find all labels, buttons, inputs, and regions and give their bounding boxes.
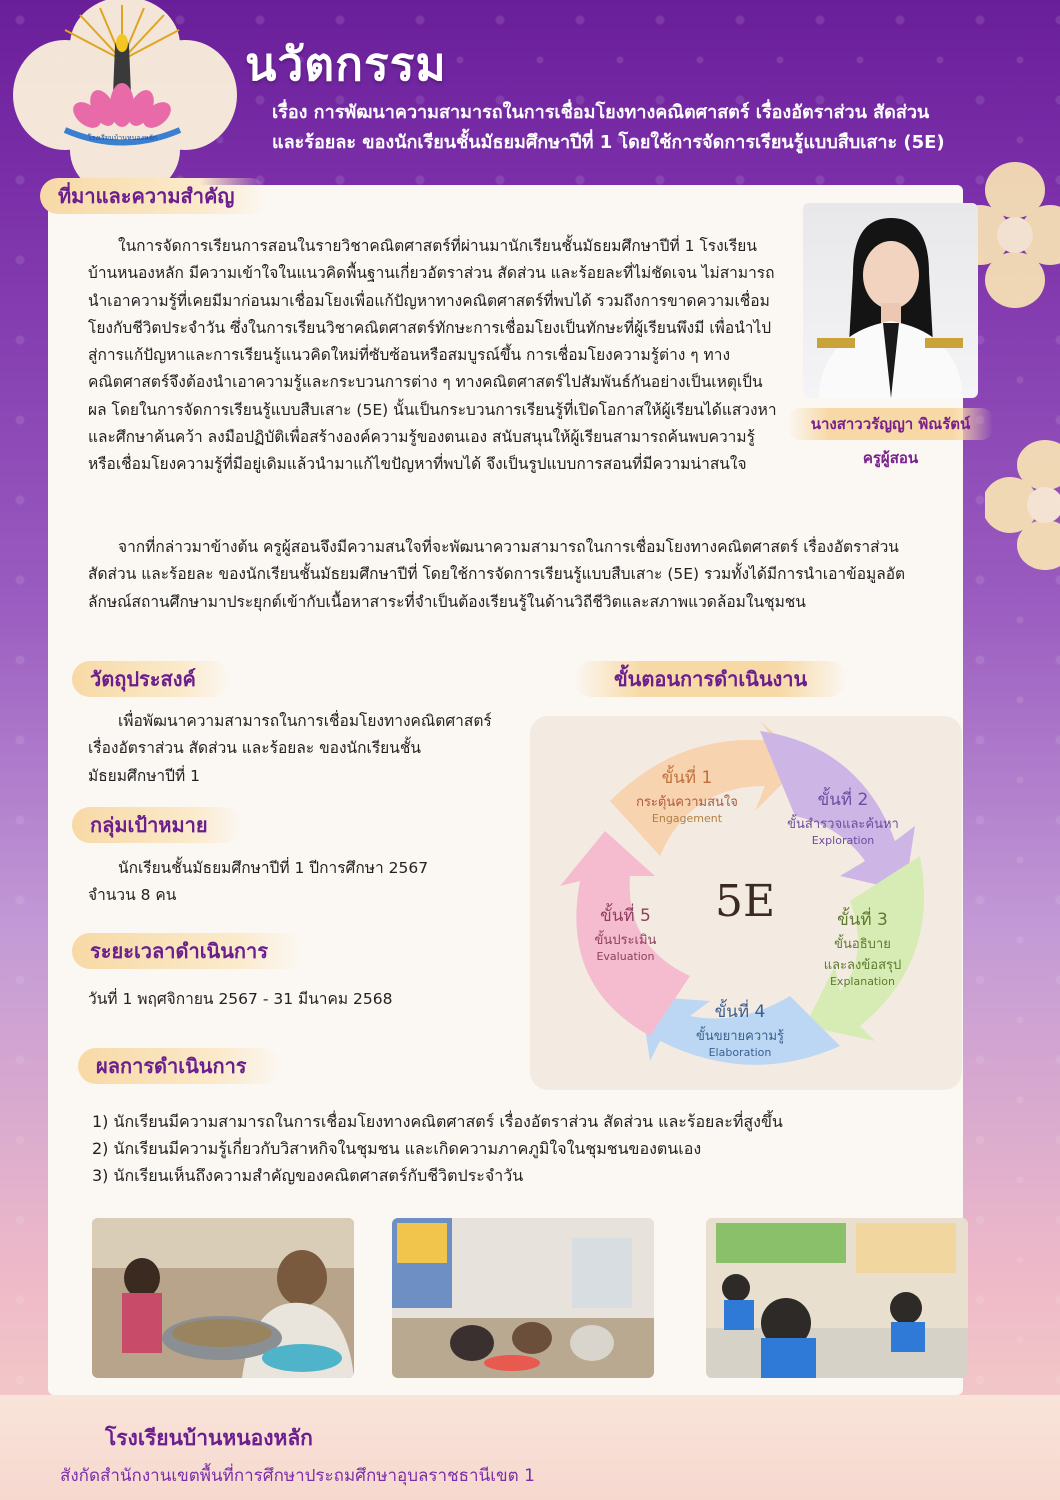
- step-2-title: ขั้นสำรวจและค้นหา: [787, 817, 899, 832]
- step-5-title: ขั้นประเมิน: [594, 933, 657, 948]
- logo-caption: โรงเรียนบ้านหนองหลัก: [87, 134, 158, 142]
- activity-photo-3: [706, 1218, 968, 1378]
- subtitle-line-1: เรื่อง การพัฒนาความสามารถในการเชื่อมโยงทางคณิตศาสตร์ เรื่องอัตราส่วน สัดส่วน: [272, 102, 930, 123]
- cycle-center-label: 5E: [715, 876, 776, 927]
- duration-text: วันที่ 1 พฤศจิกายน 2567 - 31 มีนาคม 2568: [88, 990, 393, 1008]
- background-paragraph-2: จากที่กล่าวมาข้างต้น ครูผู้สอนจึงมีความสนใจที่จะพัฒนาความสามารถในการเชื่อมโยงทางคณิตศาสตร์ เรื่องอัตราส่วน สัดส่วน และร้อยละ ของนักเรียนชั้นมัธยมศึกษาปีที่ โดยใช้การจัดการเรียนรู้แบบสืบเสาะ (5E) รวมทั้งได้มีการนำเอาข้อมูลอัตลักษณ์สถานศึกษามาประยุกต์เข้ากับเนื้อหาสาระที่จำเป็นต้องเรียนรู้ในด้านวิถีชีวิตและสภาพแวดล้อมในชุมชน: [88, 538, 906, 611]
- background-paragraph-1: ในการจัดการเรียนการสอนในรายวิชาคณิตศาสตร์ที่ผ่านมานักเรียนชั้นมัธยมศึกษาปีที่ 1 โรงเรียนบ้านหนองหลัก มีความเข้าใจในแนวคิดพื้นฐานเกี่ยวอัตราส่วน สัดส่วน และร้อยละที่ไม่ชัดเจน ไม่สามารถนำเอาความรู้ที่เคยมีมาก่อนมาเชื่อมโยงเพื่อแก้ปัญหาทางคณิตศาสตร์ที่พบได้ รวมถึงการขาดความเชื่อมโยงกับชีวิตประจำวัน ซึ่งในการเรียนวิชาคณิตศาสตร์ทักษะการเชื่อมโยงเป็นทักษะที่ผู้เรียนพึงมี เพื่อนำไปสู่การแก้ปัญหาและการเรียนรู้แนวคิดใหม่ที่ซับซ้อนหรือสมบูรณ์ขึ้น การเชื่อมโยงความรู้ต่าง ๆ ทางคณิตศาสตร์จึงต้องนำเอาความรู้และกระบวนการต่าง ๆ ทางคณิตศาสตร์ไปสัมพันธ์กันอย่างเป็นเหตุเป็นผล โดยในการจัดการเรียนรู้แบบสืบเสาะ (5E) นั้นเป็นกระบวนการเรียนรู้ที่เปิดโอกาสให้ผู้เรียนได้แสวงหาและศึกษาค้นคว้า ลงมือปฏิบัติเพื่อสร้างองค์ความรู้ของตนเอง สนับสนุนให้ผู้เรียนสามารถค้นพบความรู้หรือเชื่อมโยงความรู้ที่มีอยู่เดิมแล้วนำมาแก้ไขปัญหาที่พบได้ จึงเป็นรูปแบบการสอนที่มีความน่าสนใจ: [88, 237, 777, 474]
- teacher-photo: [803, 203, 978, 398]
- result-item-2: 2) นักเรียนมีความรู้เกี่ยวกับวิสาหกิจในชุมชน และเกิดความภาคภูมิใจในชุมชนของตนเอง: [92, 1139, 702, 1158]
- step-4-title: ขั้นขยายความรู้: [695, 1029, 785, 1044]
- step-5: [578, 902, 673, 963]
- step-4-english: Elaboration: [708, 1046, 772, 1059]
- step-3-english: Explanation: [829, 975, 896, 988]
- step-3-title: ขั้นอธิบาย: [834, 937, 891, 952]
- results-heading: ผลการดำเนินการ: [78, 1048, 281, 1084]
- step-3-number: ขั้นที่ 3: [837, 910, 888, 930]
- innovation-subtitle: [272, 98, 1032, 158]
- target-heading: กลุ่มเป้าหมาย: [72, 807, 242, 843]
- step-2-english: Exploration: [811, 834, 875, 847]
- results-list: [92, 1108, 783, 1189]
- school-logo: [45, 5, 200, 170]
- objective-heading: วัตถุประสงค์: [72, 661, 230, 697]
- activity-photo-1: [92, 1218, 354, 1378]
- footer-district: สังกัดสำนักงานเขตพื้นที่การศึกษาประถมศึกษาอุบลราชธานีเขต 1: [60, 1466, 535, 1486]
- teacher-name: นางสาววรัญญา พิณรัตน์: [788, 408, 993, 440]
- flower-decoration-right2: [985, 440, 1060, 570]
- steps-heading: ขั้นตอนการดำเนินงาน: [574, 661, 847, 697]
- step-2: [768, 786, 918, 847]
- lotus-candle-icon: [45, 5, 200, 170]
- activity-photo-2: [392, 1218, 654, 1378]
- result-item-1: 1) นักเรียนมีความสามารถในการเชื่อมโยงทางคณิตศาสตร์ เรื่องอัตราส่วน สัดส่วน และร้อยละที่สูงขึ้น: [92, 1112, 783, 1131]
- step-5-number: ขั้นที่ 5: [600, 906, 651, 926]
- step-1-english: Engagement: [651, 812, 723, 825]
- background-heading: ที่มาและความสำคัญ: [40, 178, 268, 214]
- page-title: นวัตกรรม: [245, 37, 447, 91]
- target-line-2: จำนวน 8 คน: [88, 886, 177, 905]
- step-3: [805, 906, 920, 988]
- target-text: [88, 855, 508, 910]
- step-4-number: ขั้นที่ 4: [714, 1002, 766, 1022]
- step-1: [622, 764, 752, 825]
- teacher-role: ครูผู้สอน: [862, 449, 919, 467]
- step-3-title-2: และลงข้อสรุป: [823, 958, 902, 973]
- result-item-3: 3) นักเรียนเห็นถึงความสำคัญของคณิตศาสตร์กับชีวิตประจำวัน: [92, 1166, 524, 1185]
- step-1-number: ขั้นที่ 1: [661, 768, 713, 788]
- objective-text: เพื่อพัฒนาความสามารถในการเชื่อมโยงทางคณิตศาสตร์ เรื่องอัตราส่วน สัดส่วน และร้อยละ ของนักเรียนชั้นมัธยมศึกษาปีที่ 1: [88, 712, 492, 785]
- duration-heading: ระยะเวลาดำเนินการ: [72, 933, 302, 969]
- 5e-cycle-diagram: [530, 716, 962, 1090]
- footer-school-name: โรงเรียนบ้านหนองหลัก: [105, 1426, 313, 1450]
- target-line-1: นักเรียนชั้นมัธยมศึกษาปีที่ 1 ปีการศึกษา 2567: [118, 859, 429, 877]
- step-1-title: กระตุ้นความสนใจ: [636, 795, 738, 810]
- subtitle-line-2: และร้อยละ ของนักเรียนชั้นมัธยมศึกษาปีที่ 1 โดยใช้การจัดการเรียนรู้แบบสืบเสาะ (5E): [272, 132, 945, 153]
- step-2-number: ขั้นที่ 2: [817, 790, 869, 810]
- step-5-english: Evaluation: [596, 950, 655, 963]
- step-4: [670, 998, 810, 1059]
